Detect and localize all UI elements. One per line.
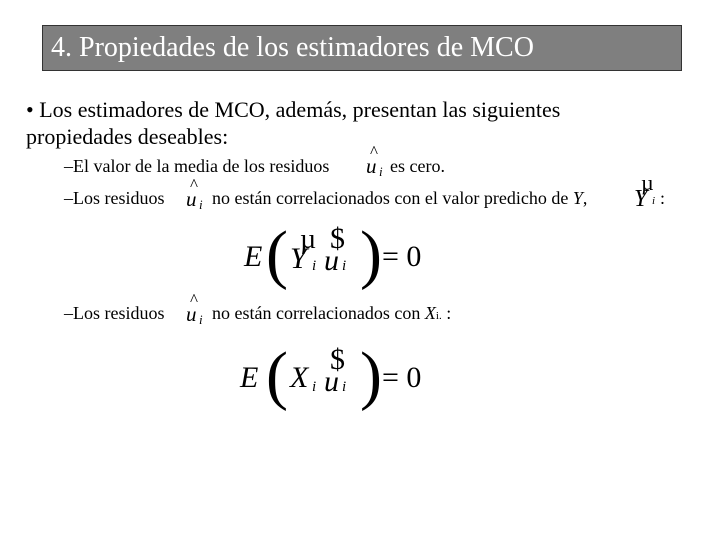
u-glyph: u [186, 187, 197, 211]
formula-expectation-yhat-uhat [244, 218, 434, 291]
slide-title: 4. Propiedades de los estimadores de MCO [51, 32, 534, 63]
item-3-var: X [424, 303, 436, 323]
intro-line-2-wrap [26, 124, 228, 150]
i-glyph: i [312, 258, 317, 274]
item-2-text [212, 188, 587, 209]
u-glyph: u [324, 244, 339, 277]
item-3-text [212, 303, 451, 324]
dollar-glyph: $ [330, 343, 345, 376]
hat-glyph: ^ [190, 175, 198, 194]
i-glyph: i [379, 164, 383, 179]
i-glyph: i [199, 197, 203, 212]
right-paren: ) [360, 218, 382, 291]
u-hat-i-symbol-2 [184, 175, 214, 213]
dollar-glyph: $ [330, 222, 345, 255]
i-glyph: i [342, 379, 347, 395]
Y-glyph: Y [634, 186, 648, 212]
item-3-var-sub: i [435, 310, 439, 322]
item-2-prefix: –Los residuos [64, 188, 165, 208]
E-glyph: E [244, 240, 263, 273]
item-3-prefix: –Los residuos [64, 303, 165, 323]
intro-line-1: Los estimadores de MCO, además, presentan las siguientes [39, 97, 561, 122]
intro-bullet [26, 97, 560, 123]
i-glyph: i [312, 379, 317, 395]
i-glyph: i [652, 195, 656, 207]
item-3-end: : [446, 303, 452, 323]
u-glyph: u [186, 302, 197, 326]
equals-zero: = 0 [382, 240, 422, 273]
u-glyph: u [366, 154, 377, 178]
Y-glyph: Y [290, 242, 307, 275]
item-2-var: Y [572, 188, 583, 208]
item-2-middle: no están correlacionados con el valor predicho de [212, 188, 569, 208]
bullet-marker: • [26, 97, 34, 122]
mu-glyph: µ [641, 170, 654, 195]
left-paren: ( [266, 339, 288, 412]
u-glyph: u [324, 365, 339, 398]
i-glyph: i [199, 312, 203, 327]
u-hat-i-symbol-3 [184, 290, 214, 328]
equals-zero: = 0 [382, 361, 422, 394]
hat-glyph: ^ [370, 142, 378, 161]
item-1-suffix: es cero. [390, 156, 445, 176]
item-1-prefix: –El valor de la media de los residuos [64, 156, 330, 176]
item-3-dot: . [438, 310, 442, 322]
formula-expectation-x-uhat [240, 339, 430, 412]
E-glyph: E [240, 361, 259, 394]
X-glyph: X [290, 361, 309, 394]
left-paren: ( [266, 218, 288, 291]
mu-glyph: µ [300, 224, 317, 255]
right-paren: ) [360, 339, 382, 412]
title-bar [42, 25, 682, 71]
hat-glyph: ^ [190, 290, 198, 309]
item-3-middle: no están correlacionados con [212, 303, 421, 323]
intro-line-2: propiedades deseables: [26, 124, 229, 149]
item-2-comma: , [582, 188, 588, 208]
i-glyph: i [342, 258, 347, 274]
item-2-end: : [660, 188, 666, 208]
